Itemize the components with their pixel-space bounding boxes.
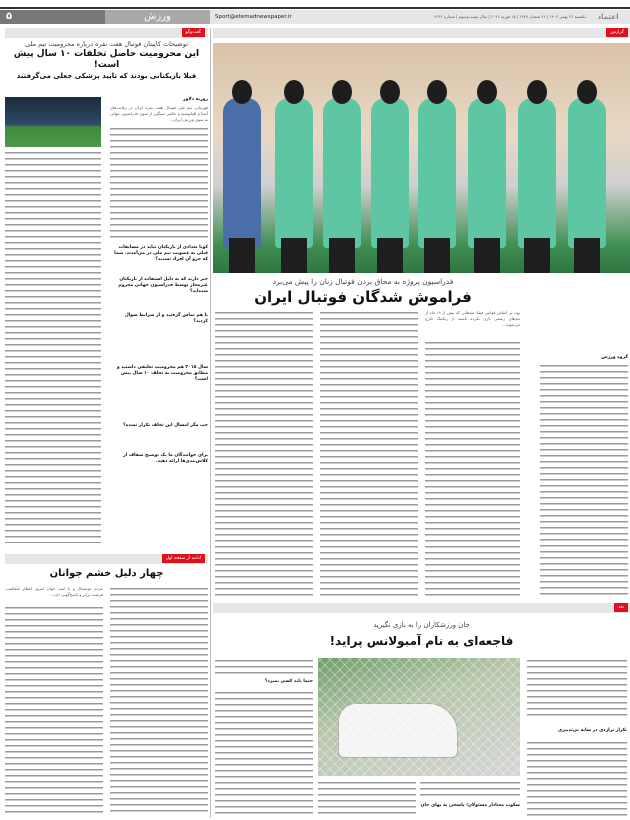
critique-subhead: حتما باید کسی بمیرد؟ (264, 679, 313, 684)
report-text-col2 (425, 340, 520, 596)
critique-text-col4 (215, 658, 313, 676)
editorial-text (5, 605, 103, 815)
email-link[interactable]: Sport@etemadnewspaper.ir (215, 14, 292, 20)
top-rule (0, 7, 630, 9)
report-text-col1 (540, 363, 628, 596)
critique-text-col3 (318, 780, 416, 816)
interview-bar (5, 28, 208, 38)
question: خبر دارید که به دلیل استفاده از بازیکنان غیرمجاز توسط فدراسیون جهانی محروم شده‌اید؟ (118, 277, 208, 294)
interview-kicker: توضیحات کاپیتان فوتبال هفت نفره درباره محرومیت تیم ملی (25, 40, 188, 48)
critique-text-col2 (420, 780, 520, 800)
critique-title[interactable]: فاجعه‌ای به نام آمبولانس پراید! (329, 634, 514, 648)
report-text-col4 (215, 310, 313, 596)
report-lead: بود، بر اساس قوانین فیفا، تیم‌هایی که بیش از ۱۸ ماه از تیم‌های رسمی بازی نکرده باشند از رنکینگ خارج می‌شوند... (425, 310, 520, 328)
section-title: ورزش (105, 10, 210, 24)
critique-text-col4b (215, 690, 313, 816)
interview-tag: گفت‌وگو (182, 28, 205, 37)
report-title[interactable]: فراموش شدگان فوتبال ایران (254, 288, 472, 306)
question: برای خوانندگان ما یک توضیح شفاف از کلاس‌بندی‌ها ارائه دهید. (123, 453, 208, 464)
editorial-text-col2 (110, 586, 208, 815)
critique-tag: نقد (614, 603, 628, 612)
ambulance-photo (318, 658, 520, 776)
question: سال ۲۰۱۵ هم محرومیت تعلیقی داشتید و مطابق محرومیت به تخلف ۱۰ سال پیش است؟ (116, 365, 208, 382)
interview-questions (110, 245, 208, 545)
critique-text-col1 (527, 658, 627, 718)
interview-text (110, 126, 208, 240)
interview-lead: قهرمانی تیم ملی فوتبال هفت نفره ایران در رقابت‌های آسیا و اقیانوسیه و حکمی سنگین از سوی فدراسیون جهانی به سوی ورزش ایران... (110, 105, 208, 123)
report-text-col3 (320, 310, 418, 596)
page-number: ۵ (0, 10, 105, 24)
report-kicker: فدراسیون پروژه به محاق بردن فوتبال زنان را پیش می‌برد (272, 277, 454, 286)
question: کویا تعدادی از بازیکنان نباید در مسابقات قبلی به عضویت تیم ملی در می‌آمدند. شما که جزو آن افراد نشدید؟ (114, 245, 208, 262)
question: خب مگر امسال این تخلف تکرار نشده؟ (123, 423, 208, 428)
interview-subtitle: قبلا بازیکنانی بودند که تایید پزشکی جعلی می‌گرفتند (16, 72, 197, 80)
critique-kicker: جان ورزشکاران را به بازی نگیرید (373, 621, 470, 629)
critique-bar (213, 603, 630, 613)
interview-text-col2 (5, 150, 101, 543)
critique-subhead: تکرار تراژدی در سایه بی‌تدبیری (558, 728, 627, 733)
column-divider (210, 28, 211, 818)
editorial-tag: ادامه از صفحه اول (162, 554, 205, 563)
interview-byline: روزبه دلاور (182, 97, 208, 102)
report-byline: گروه ورزش (601, 355, 628, 360)
editorial-title[interactable]: چهار دلیل خشم جوانان (49, 568, 164, 579)
report-tag: گزارش (606, 28, 628, 37)
critique-text-col1b (527, 740, 627, 816)
question: با هم تماس گرفتید و از شرایط سوال کردید؟ (124, 313, 208, 324)
report-bar (213, 28, 630, 38)
dateline: یکشنبه ۲۶ بهمن ۱۴۰۴ | ۲۶ شعبان ۱۴۴۷ | ۱۵ فوریه ۲۰۲۶ | سال بیست‌وسوم | شماره ۶۲۶۲ (434, 14, 586, 19)
newspaper-logo: اعتماد (597, 13, 619, 21)
interview-title[interactable]: این محرومیت حاصل تخلفات ۱۰ سال پیش است! (13, 49, 200, 70)
interview-photo (5, 97, 101, 147)
editorial-lead: مردم خوشحال و با امید، جوان امروز انتظار شفافیت، فرصت برابر و پاسخ‌گویی دارد... (5, 586, 103, 598)
interview-headline-block (3, 40, 210, 81)
critique-subhead: سکوت معنادار مسئولان؛ پاسخی به بهای جان (420, 803, 520, 808)
report-photo (213, 43, 630, 273)
